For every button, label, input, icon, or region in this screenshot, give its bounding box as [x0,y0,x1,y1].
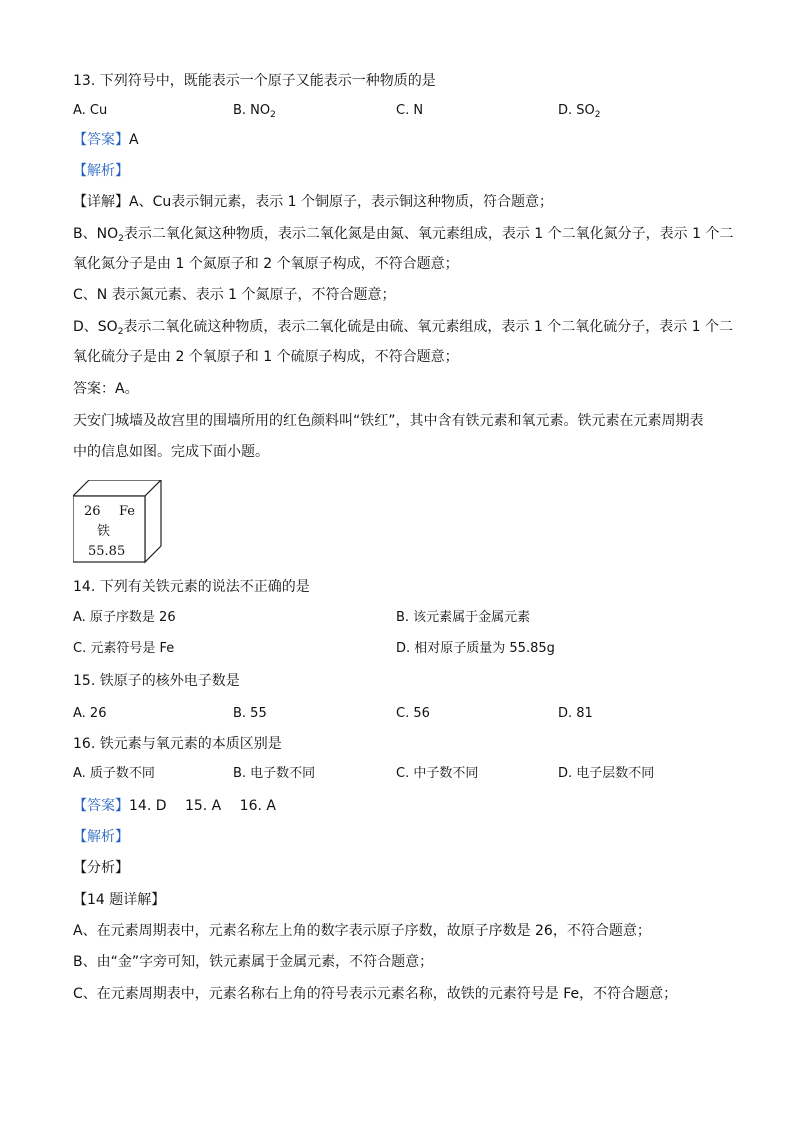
q15-option-c: C. 56 [396,706,430,721]
q13-conclusion: 答案：A。 [73,381,139,397]
q14-option-a: A. 原子序数是 26 [73,610,176,625]
q13-detail-b-line2: 氧化氮分子是由 1 个氮原子和 2 个氧原子构成，不符合题意； [73,256,459,272]
q13-option-b: B. $NO_2$ [233,103,276,120]
analysis-heading: 【分析】 [73,860,129,876]
element-symbol: Fe [119,504,136,519]
q15-option-d: D. 81 [558,706,593,721]
q14-detail-tag: 【14 题详解】 [73,892,166,908]
q14-option-d: D. 相对原子质量为 55.85g [396,641,555,656]
q14-option-c: C. 元素符号是 Fe [73,641,175,656]
q16-option-a: A. 质子数不同 [73,766,155,781]
q13-option-a: A. Cu [73,103,108,118]
q13-detail-b-line1: B、$NO_2$表示二氧化氮这种物质，表示二氧化氮是由氮、氧元素组成，表示 1 个二氧化氮分子，表示 1 个二 [73,226,734,244]
q13-detail-a: 【详解】A、Cu表示铜元素，表示 1 个铜原子，表示铜这种物质，符合题意； [73,194,554,210]
q15-option-a: A. 26 [73,706,107,721]
q13-option-c: C. N [396,103,424,118]
q14-option-b: B. 该元素属于金属元素 [396,610,531,625]
q13-detail-c: C、N 表示氮元素、表示 1 个氮原子，不符合题意； [73,287,396,303]
q13-detail-d-line1: D、$SO_2$表示二氧化硫这种物质，表示二氧化硫是由硫、氧元素组成，表示 1 个二氧化硫分子，表示 1 个二 [73,319,734,337]
q15-option-b: B. 55 [233,706,267,721]
q14-detail-a: A、在元素周期表中，元素名称左上角的数字表示原子序数，故原子序数是 26，不符合题意； [73,923,651,939]
element-name: 铁 [97,524,111,539]
detail-tag: 【详解】 [73,194,129,210]
atomic-number: 26 [84,504,101,519]
intro-line1: 天安门城墙及故宫里的围墙所用的红色颜料叫“铁红”，其中含有铁元素和氧元素。铁元素在元素周期表 [73,413,704,429]
answers-14-16: 【答案】14. D 15. A 16. A [73,798,276,814]
answers2-analysis-tag: 【解析】 [73,829,129,845]
q15-stem: 15. 铁原子的核外电子数是 [73,673,240,689]
q13-analysis-tag: 【解析】 [73,163,129,179]
q16-stem: 16. 铁元素与氧元素的本质区别是 [73,736,282,752]
q13-detail-d-line2: 氧化硫分子是由 2 个氧原子和 1 个硫原子构成，不符合题意； [73,349,459,365]
q14-detail-c: C、在元素周期表中，元素名称右上角的符号表示元素名称，故铁的元素符号是 Fe，不符合题意； [73,986,678,1002]
q13-answer: 【答案】A [73,132,139,148]
q16-option-d: D. 电子层数不同 [558,766,655,781]
q14-detail-b: B、由“金”字旁可知，铁元素属于金属元素，不符合题意； [73,954,434,970]
q16-option-c: C. 中子数不同 [396,766,479,781]
intro-line2: 中的信息如图。完成下面小题。 [73,444,269,460]
q16-option-b: B. 电子数不同 [233,766,316,781]
iron-element-card [73,480,169,566]
answer-tag: 【答案】 [73,132,129,148]
q14-stem: 14. 下列有关铁元素的说法不正确的是 [73,579,310,595]
q13-option-d: D. $SO_2$ [558,103,601,120]
atomic-mass: 55.85 [88,544,126,559]
answer-tag: 【答案】 [73,798,129,814]
q13-stem: 13. 下列符号中，既能表示一个原子又能表示一种物质的是 [73,73,436,89]
